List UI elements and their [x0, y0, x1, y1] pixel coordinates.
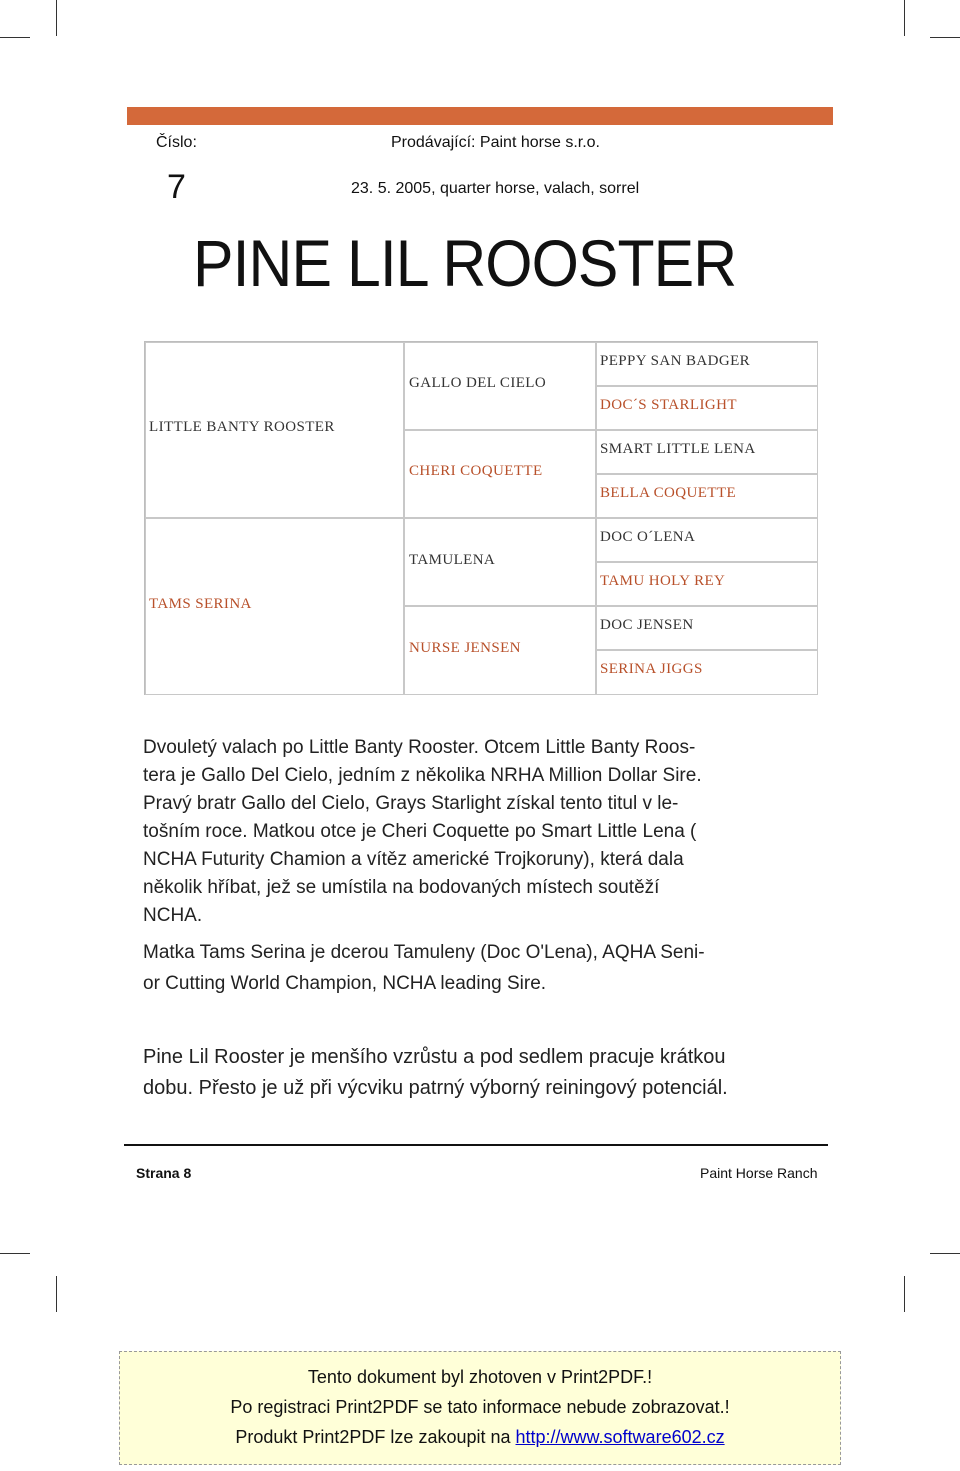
pedigree-g3-4: BELLA COQUETTE: [600, 485, 737, 501]
crop-mark: [56, 0, 57, 36]
pedigree-g3-7: DOC JENSEN: [600, 617, 694, 633]
notice-line-2: Po registraci Print2PDF se tato informace nebude zobrazovat.!: [230, 1397, 730, 1417]
horse-name-title: PINE LIL ROOSTER: [193, 226, 737, 300]
catalog-number: 7: [167, 168, 186, 206]
crop-mark: [56, 1276, 57, 1312]
pedigree-dam-sire: TAMULENA: [409, 552, 496, 568]
pedigree-sire-dam: CHERI COQUETTE: [409, 463, 543, 479]
text-line: or Cutting World Champion, NCHA leading Sire.: [143, 973, 547, 994]
notice-line-3-text: Produkt Print2PDF lze zakoupit na: [235, 1427, 516, 1447]
crop-mark: [0, 1253, 30, 1254]
text-line: Pine Lil Rooster je menšího vzrůstu a pod sedlem pracuje krátkou: [143, 1046, 726, 1068]
crop-mark: [904, 1276, 905, 1312]
text-line: Dvouletý valach po Little Banty Rooster. Otcem Little Banty Roos-: [143, 737, 696, 758]
notice-line-3: [120, 1422, 840, 1452]
pedigree-g3-1: PEPPY SAN BADGER: [600, 353, 751, 369]
pedigree-sire-sire: GALLO DEL CIELO: [409, 375, 547, 391]
description-paragraph-2: [143, 937, 815, 999]
text-line: tera je Gallo Del Cielo, jedním z několika NRHA Million Dollar Sire.: [143, 765, 702, 786]
footer-brand: Paint Horse Ranch: [700, 1165, 818, 1181]
crop-mark: [0, 37, 30, 38]
pedigree-dam: TAMS SERINA: [149, 596, 252, 612]
pedigree-g3-2: DOC´S STARLIGHT: [600, 397, 737, 413]
horse-details: 23. 5. 2005, quarter horse, valach, sorrel: [351, 180, 640, 197]
crop-mark: [930, 37, 960, 38]
text-line: tošním roce. Matkou otce je Cheri Coquette po Smart Little Lena (: [143, 821, 697, 842]
number-label: Číslo:: [156, 134, 197, 151]
pedigree-g3-6: TAMU HOLY REY: [600, 573, 726, 589]
software602-link[interactable]: http://www.software602.cz: [515, 1427, 725, 1447]
crop-mark: [930, 1253, 960, 1254]
text-line: NCHA Futurity Chamion a vítěz americké Trojkoruny), která dala: [143, 849, 684, 870]
text-line: několik hříbat, jež se umístila na bodovaných místech soutěží: [143, 877, 660, 898]
pedigree-sire: LITTLE BANTY ROOSTER: [149, 419, 335, 435]
description-paragraph-3: [143, 1042, 833, 1104]
text-line: NCHA.: [143, 905, 203, 926]
text-line: Pravý bratr Gallo del Cielo, Grays Starlight získal tento titul v le-: [143, 793, 679, 814]
pedigree-g3-5: DOC O´LENA: [600, 529, 696, 545]
description-paragraph-1: [143, 734, 815, 930]
page-number: Strana 8: [136, 1165, 192, 1181]
text-line: Matka Tams Serina je dcerou Tamuleny (Doc O'Lena), AQHA Seni-: [143, 942, 705, 963]
footer-divider: [124, 1144, 828, 1146]
pedigree-g3-8: SERINA JIGGS: [600, 661, 703, 677]
text-line: dobu. Přesto je už při výcviku patrný výborný reiningový potenciál.: [143, 1077, 728, 1099]
seller-label: Prodávající: Paint horse s.r.o.: [391, 134, 600, 151]
crop-mark: [904, 0, 905, 36]
pedigree-table: [144, 341, 818, 695]
pedigree-g3-3: SMART LITTLE LENA: [600, 441, 756, 457]
header-accent-bar: [127, 107, 833, 125]
print2pdf-notice: [119, 1351, 841, 1465]
notice-line-1: Tento dokument byl zhotoven v Print2PDF.!: [307, 1367, 653, 1387]
pedigree-dam-dam: NURSE JENSEN: [409, 640, 521, 656]
